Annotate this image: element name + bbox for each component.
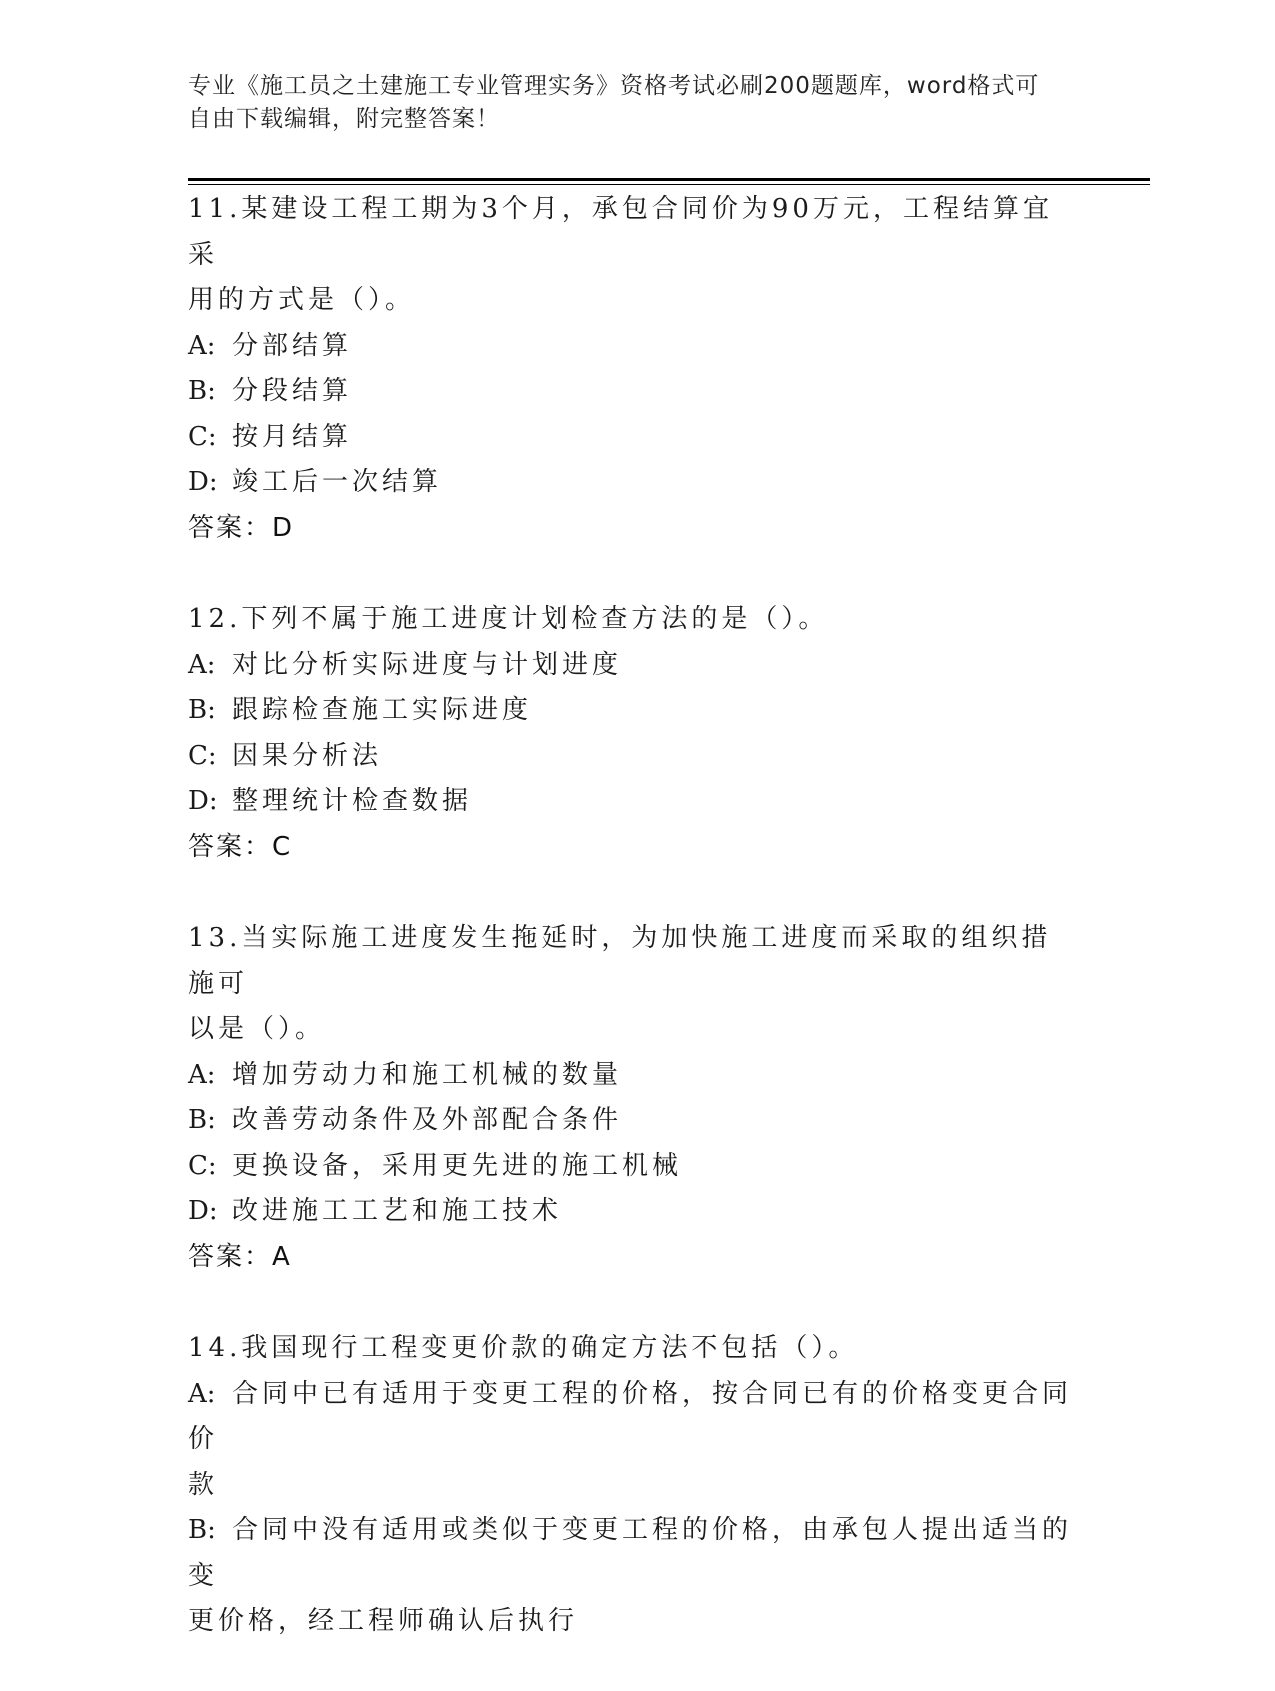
option-b bbox=[188, 369, 1078, 415]
question-stem-continued: 以是（）。 bbox=[188, 1014, 326, 1044]
answer-line: 答案：C bbox=[188, 831, 293, 862]
option-b bbox=[188, 1508, 1078, 1599]
question-11 bbox=[188, 187, 1078, 551]
option-b-continued: 更价格，经工程师确认后执行 bbox=[188, 1606, 579, 1636]
question-list bbox=[188, 187, 1078, 1691]
option-letter: A: bbox=[188, 1059, 216, 1090]
option-text: 改进施工工艺和施工技术 bbox=[232, 1196, 563, 1226]
option-letter: C: bbox=[188, 1150, 217, 1181]
option-b bbox=[188, 688, 1078, 734]
question-stem: 11.某建设工程工期为3个月，承包合同价为90万元，工程结算宜采 bbox=[188, 194, 1053, 270]
option-text: 分部结算 bbox=[232, 330, 353, 361]
option-letter: C: bbox=[188, 740, 217, 771]
option-letter: B: bbox=[188, 1515, 216, 1545]
option-letter: C: bbox=[188, 421, 217, 452]
option-b bbox=[188, 1098, 1078, 1144]
option-text: 竣工后一次结算 bbox=[232, 467, 443, 497]
option-letter: B: bbox=[188, 376, 216, 406]
option-letter: D: bbox=[188, 467, 218, 497]
header-line-1: 专业《施工员之土建施工专业管理实务》资格考试必刷200题题库，word格式可 bbox=[188, 73, 1040, 99]
option-d bbox=[188, 1189, 1078, 1235]
question-14 bbox=[188, 1326, 1078, 1645]
question-stem: 14.我国现行工程变更价款的确定方法不包括（）。 bbox=[188, 1333, 859, 1363]
option-a bbox=[188, 643, 1078, 689]
option-d bbox=[188, 779, 1078, 825]
option-letter: A: bbox=[188, 330, 216, 361]
option-c bbox=[188, 1144, 1078, 1190]
option-text: 合同中已有适用于变更工程的价格，按合同已有的价格变更合同价 bbox=[188, 1378, 1073, 1454]
option-letter: B: bbox=[188, 695, 216, 725]
option-text: 增加劳动力和施工机械的数量 bbox=[232, 1059, 623, 1090]
header-divider-thick bbox=[188, 178, 1150, 181]
option-d bbox=[188, 460, 1078, 506]
option-letter: D: bbox=[188, 786, 218, 816]
option-letter: A: bbox=[188, 649, 216, 680]
answer-line: 答案：A bbox=[188, 1241, 292, 1272]
option-text: 合同中没有适用或类似于变更工程的价格，由承包人提出适当的变 bbox=[188, 1515, 1073, 1591]
option-letter: D: bbox=[188, 1196, 218, 1226]
question-stem: 12.下列不属于施工进度计划检查方法的是（）。 bbox=[188, 604, 829, 634]
option-a bbox=[188, 324, 1078, 370]
option-letter: B: bbox=[188, 1105, 216, 1135]
option-text: 对比分析实际进度与计划进度 bbox=[232, 649, 623, 680]
option-c bbox=[188, 415, 1078, 461]
answer-line: 答案：D bbox=[188, 512, 295, 543]
option-a bbox=[188, 1372, 1078, 1463]
document-header bbox=[188, 70, 1068, 136]
option-letter: A: bbox=[188, 1378, 216, 1409]
option-a-continued: 款 bbox=[188, 1469, 219, 1500]
option-text: 改善劳动条件及外部配合条件 bbox=[232, 1105, 623, 1135]
option-text: 整理统计检查数据 bbox=[232, 786, 473, 816]
option-a bbox=[188, 1053, 1078, 1099]
question-stem: 13.当实际施工进度发生拖延时，为加快施工进度而采取的组织措施可 bbox=[188, 923, 1052, 999]
option-text: 更换设备，采用更先进的施工机械 bbox=[232, 1150, 683, 1181]
option-text: 跟踪检查施工实际进度 bbox=[232, 695, 533, 725]
option-text: 按月结算 bbox=[232, 421, 353, 452]
option-text: 分段结算 bbox=[232, 376, 353, 406]
option-c bbox=[188, 734, 1078, 780]
question-12 bbox=[188, 597, 1078, 870]
header-line-2: 自由下载编辑，附完整答案！ bbox=[188, 106, 500, 132]
question-stem-continued: 用的方式是（）。 bbox=[188, 285, 416, 315]
header-divider-thin bbox=[188, 184, 1150, 185]
question-13 bbox=[188, 916, 1078, 1280]
option-text: 因果分析法 bbox=[232, 740, 383, 771]
